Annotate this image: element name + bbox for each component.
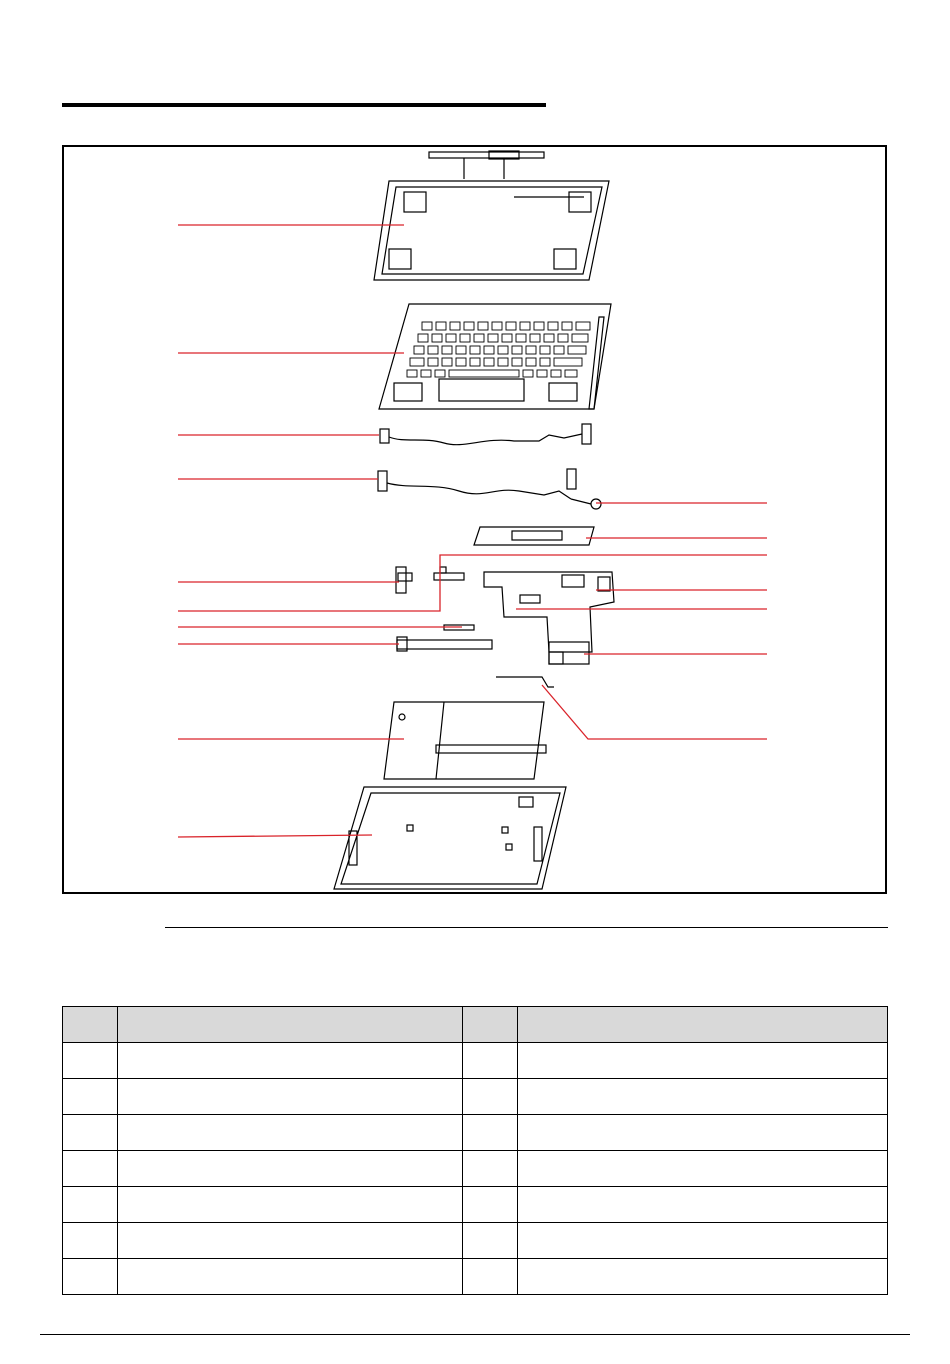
leader-bottom-case [178,835,372,837]
table-cell [518,1223,888,1259]
table-cell [463,1223,518,1259]
leader-small-board [178,555,767,611]
table-row [63,1079,888,1115]
table-row [63,1115,888,1151]
table-row [63,1223,888,1259]
table-row [63,1043,888,1079]
io-board [397,637,492,651]
parts-list-table [62,1006,888,1295]
speaker-cable-upper [380,424,591,445]
battery-pack [384,702,546,779]
main-board [484,572,614,652]
table-cell [118,1151,463,1187]
table-cell [118,1223,463,1259]
header-cell [118,1007,463,1043]
speaker-cable-lower [378,469,601,509]
table-cell [463,1079,518,1115]
table-cell [518,1259,888,1295]
table-cell [63,1043,118,1079]
footer-rule [40,1334,910,1335]
section-title-rule [62,103,546,107]
usb-board [549,642,589,664]
table-row [63,1187,888,1223]
table-header-row [63,1007,888,1043]
table-cell [63,1223,118,1259]
table-cell [518,1187,888,1223]
table-cell [463,1115,518,1151]
header-cell [463,1007,518,1043]
leader-flex-cable [542,685,767,739]
caption-rule [165,927,888,928]
exploded-view-drawing [64,147,889,896]
table-cell [463,1259,518,1295]
table-cell [118,1187,463,1223]
table-cell [463,1187,518,1223]
table-cell [118,1079,463,1115]
table-cell [118,1259,463,1295]
exploded-view-figure [62,145,887,894]
table-cell [518,1079,888,1115]
table-cell [518,1043,888,1079]
small-board-left [434,567,464,580]
table-cell [63,1079,118,1115]
header-cell [63,1007,118,1043]
bottom-case [334,787,566,889]
table-cell [463,1151,518,1187]
table-cell [463,1043,518,1079]
thermal-module [474,527,594,545]
table-cell [63,1115,118,1151]
hinge-bracket [396,567,412,593]
lcd-panel [374,181,609,280]
keyboard-keys [407,322,590,377]
keyboard-top-case [379,304,611,409]
table-cell [63,1259,118,1295]
table-cell [63,1151,118,1187]
table-cell [118,1115,463,1151]
table-cell [63,1187,118,1223]
table-cell [118,1043,463,1079]
table-cell [518,1151,888,1187]
header-cell [518,1007,888,1043]
table-row [63,1259,888,1295]
camera-module [429,151,544,179]
flex-cable [496,677,554,687]
table-cell [518,1115,888,1151]
table-row [63,1151,888,1187]
